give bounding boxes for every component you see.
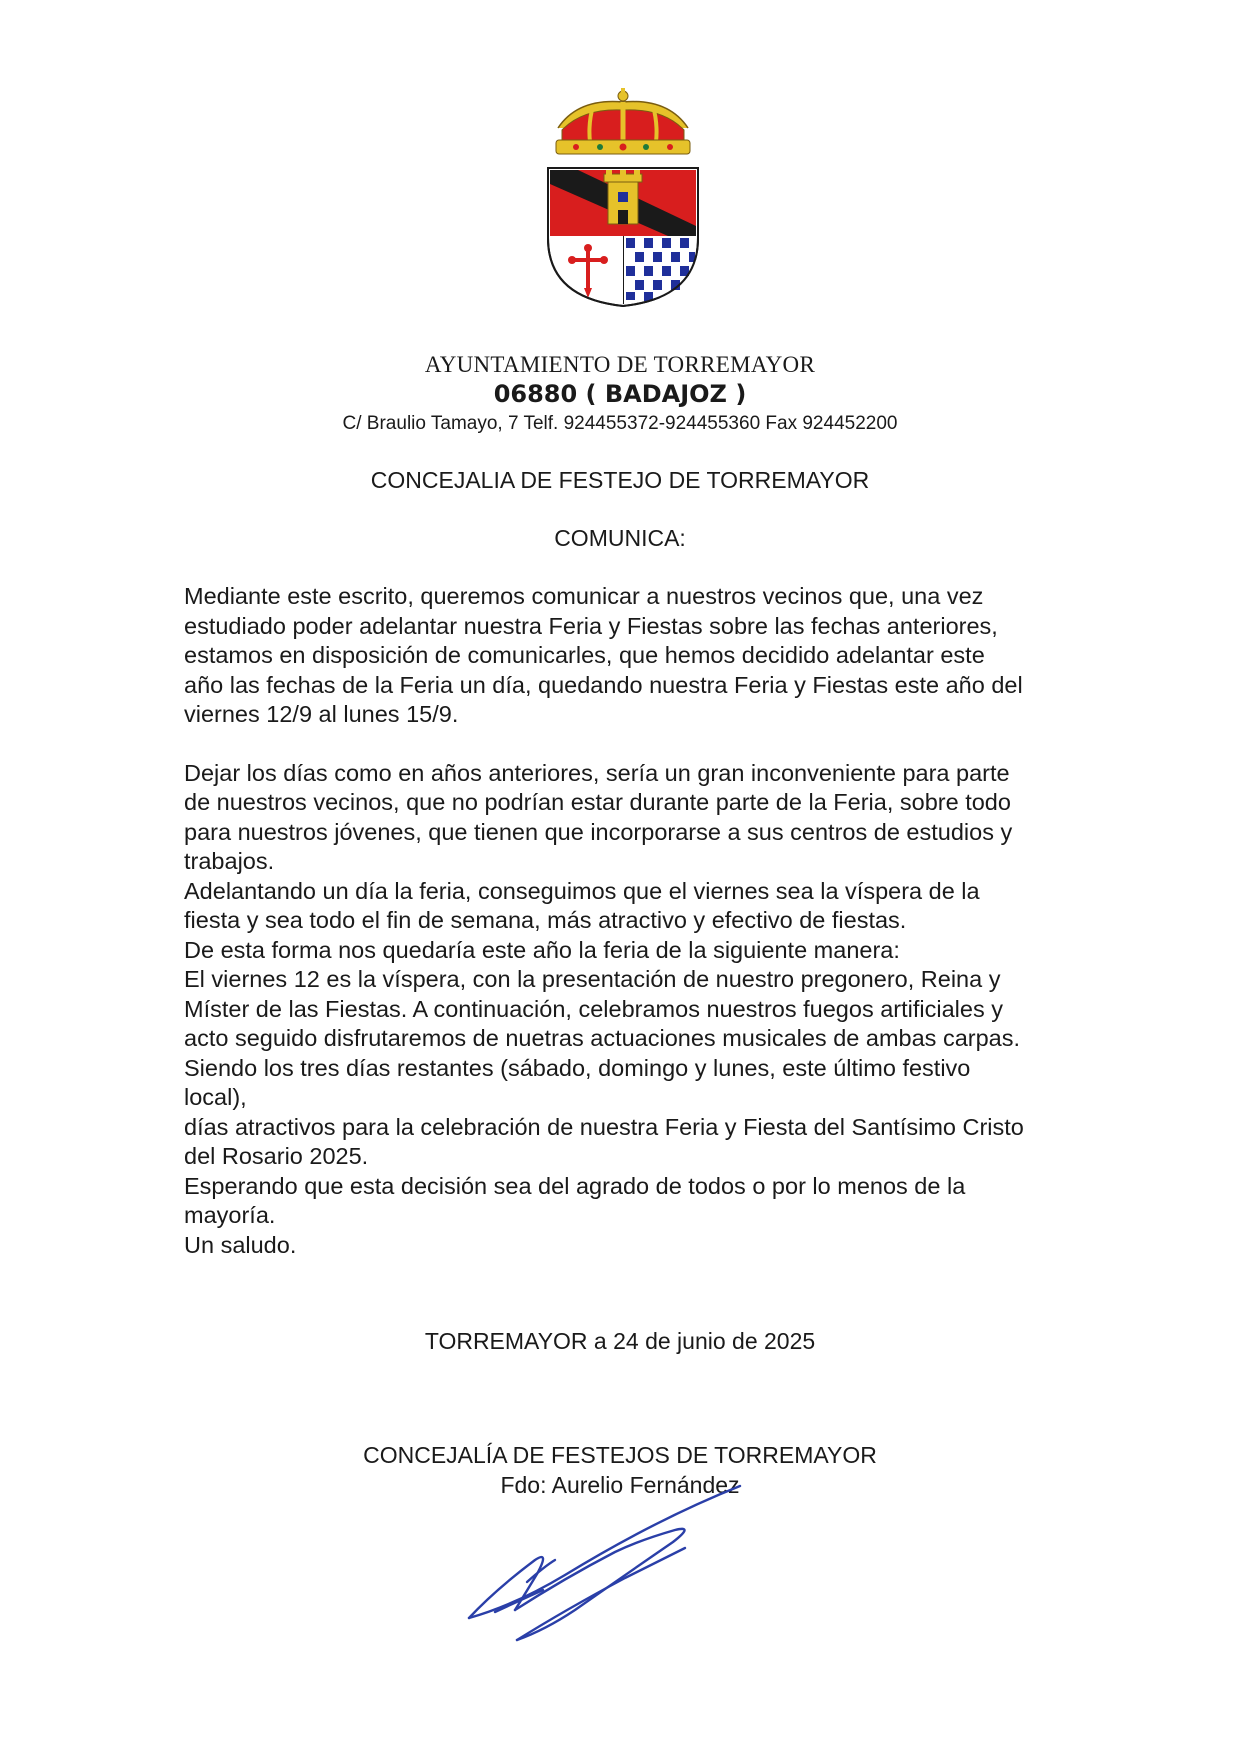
body-line: estudiado poder adelantar nuestra Feria y Fiestas sobre las fechas anteriores, (184, 612, 998, 639)
signatory-name: Fdo: Aurelio Fernández (500, 1472, 740, 1498)
body-line: Mediante este escrito, queremos comunicar a nuestros vecinos que, una vez (184, 583, 984, 609)
body-line: días atractivos para la celebración de nuestra Feria y Fiesta del Santísimo Cristo (184, 1113, 1024, 1140)
body-line: De esta forma nos quedaría este año la feria de la siguiente manera: (184, 936, 900, 963)
body-line: mayoría. (184, 1202, 276, 1228)
body-line: para nuestros jóvenes, que tienen que incorporarse a sus centros de estudios y (184, 818, 1013, 845)
signature-department: CONCEJALÍA DE FESTEJOS DE TORREMAYOR (363, 1442, 877, 1468)
letter-body (184, 582, 1074, 1260)
department-heading: CONCEJALIA DE FESTEJO DE TORREMAYOR (370, 467, 870, 493)
body-line: Esperando que esta decisión sea del agrado de todos o por lo menos de la (184, 1172, 966, 1199)
body-line: año las fechas de la Feria un día, quedando nuestra Feria y Fiestas este año del (184, 671, 1023, 698)
paragraph-gap (184, 730, 1074, 759)
body-line: Adelantando un día la feria, conseguimos que el viernes sea la víspera de la (184, 877, 980, 904)
body-line: de nuestros vecinos, que no podrían estar durante parte de la Feria, sobre todo (184, 789, 1011, 815)
postal-code-province: 06880 ( BADAJOZ ) (493, 380, 747, 408)
body-line: viernes 12/9 al lunes 15/9. (184, 701, 459, 727)
handwritten-signature (455, 1470, 765, 1650)
body-line: trabajos. (184, 848, 275, 874)
body-line: fiesta y sea todo el fin de semana, más atractivo y efectivo de fiestas. (184, 907, 907, 933)
place-and-date: TORREMAYOR a 24 de junio de 2025 (424, 1328, 816, 1354)
body-line: El viernes 12 es la víspera, con la presentación de nuestro pregonero, Reina y (184, 966, 1001, 992)
comunica-heading: COMUNICA: (554, 525, 686, 551)
body-line: Míster de las Fiestas. A continuación, celebramos nuestros fuegos artificiales y (184, 995, 1003, 1022)
body-line: Siendo los tres días restantes (sábado, domingo y lunes, este último festivo (184, 1054, 971, 1081)
body-line: local), (184, 1084, 247, 1110)
body-line: del Rosario 2025. (184, 1143, 369, 1169)
body-line: Un saludo. (184, 1231, 297, 1258)
coat-of-arms-icon (538, 88, 708, 310)
organization-name: AYUNTAMIENTO DE TORREMAYOR (424, 352, 816, 377)
body-line: Dejar los días como en años anteriores, sería un gran inconveniente para parte (184, 759, 1010, 786)
contact-address: C/ Braulio Tamayo, 7 Telf. 924455372-924455360 Fax 924452200 (342, 413, 898, 434)
body-line: acto seguido disfrutaremos de nuetras actuaciones musicales de ambas carpas. (184, 1025, 1021, 1051)
body-line: estamos en disposición de comunicarles, que hemos decidido adelantar este (184, 642, 985, 668)
